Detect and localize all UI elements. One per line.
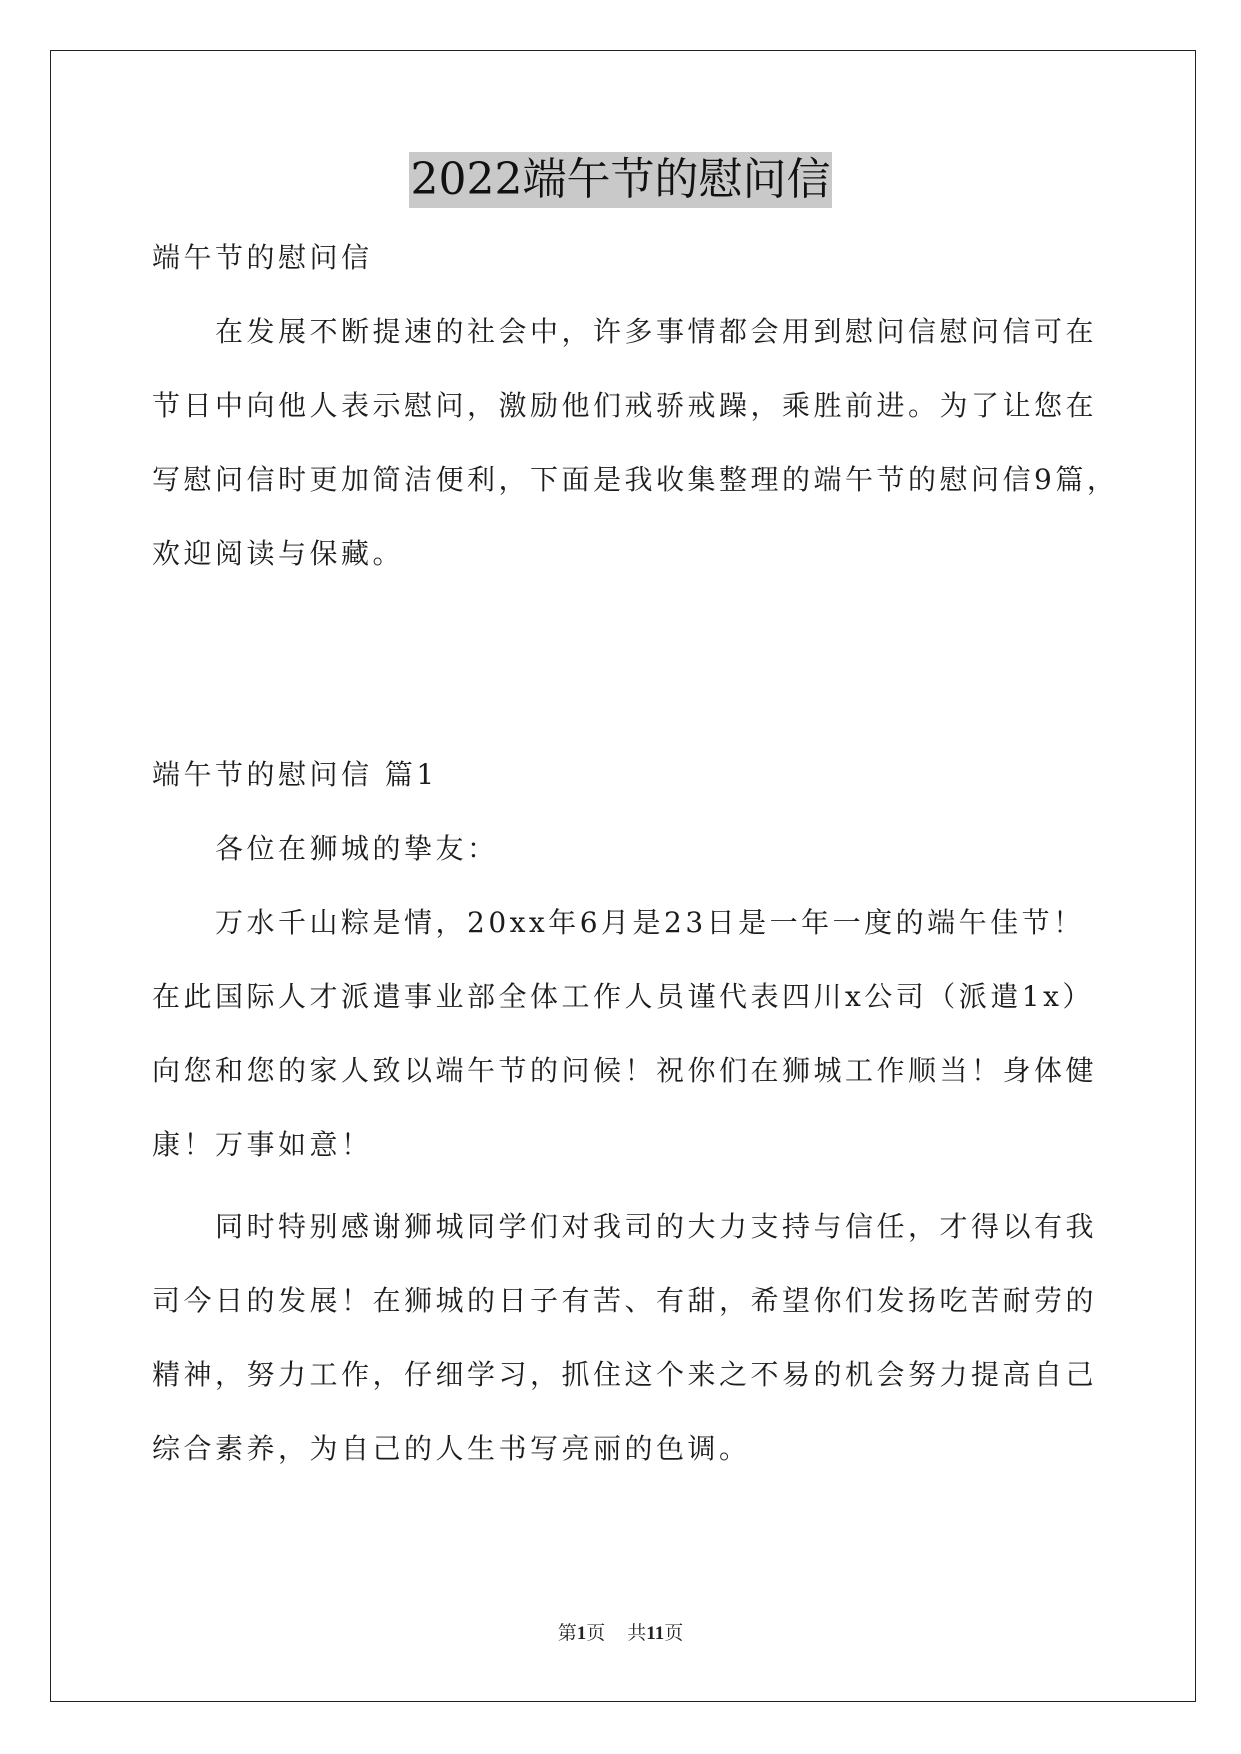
- paragraph-line: 康！万事如意！: [152, 1128, 373, 1161]
- letter-heading: 端午节的慰问信: [152, 241, 373, 274]
- paragraph-line: 司今日的发展！在狮城的日子有苦、有甜，希望你们发扬吃苦耐劳的: [152, 1284, 1098, 1317]
- page-number: 1: [576, 1623, 587, 1644]
- total-suffix: 页: [664, 1623, 684, 1644]
- paragraph-line: 在此国际人才派遣事业部全体工作人员谨代表四川x公司（派遣1x）: [152, 980, 1094, 1013]
- total-prefix: 共: [627, 1623, 647, 1644]
- paragraph-line: 向您和您的家人致以端午节的问候！祝你们在狮城工作顺当！身体健: [152, 1054, 1098, 1087]
- page-suffix: 页: [586, 1623, 606, 1644]
- salutation: 各位在狮城的挚友：: [215, 832, 499, 865]
- total-pages: 11: [646, 1623, 665, 1644]
- intro-line: 欢迎阅读与保藏。: [152, 537, 405, 570]
- document-title-block: [0, 152, 1241, 208]
- paragraph-line: 综合素养，为自己的人生书写亮丽的色调。: [152, 1432, 751, 1465]
- intro-line: 写慰问信时更加简洁便利，下面是我收集整理的端午节的慰问信9篇，: [152, 463, 1119, 496]
- section-heading: 端午节的慰问信 篇1: [152, 758, 438, 791]
- paragraph-line: 万水千山粽是情，20xx年6月是23日是一年一度的端午佳节！: [215, 906, 1085, 939]
- paragraph-line: 同时特别感谢狮城同学们对我司的大力支持与信任，才得以有我: [215, 1210, 1098, 1243]
- page-prefix: 第: [557, 1623, 577, 1644]
- page-footer: [0, 1622, 1241, 1646]
- paragraph-line: 精神，努力工作，仔细学习，抓住这个来之不易的机会努力提高自己: [152, 1358, 1098, 1391]
- intro-line: 在发展不断提速的社会中，许多事情都会用到慰问信慰问信可在: [215, 315, 1098, 348]
- document-title: 2022端午节的慰问信: [409, 152, 833, 208]
- intro-line: 节日中向他人表示慰问，激励他们戒骄戒躁，乘胜前进。为了让您在: [152, 389, 1098, 422]
